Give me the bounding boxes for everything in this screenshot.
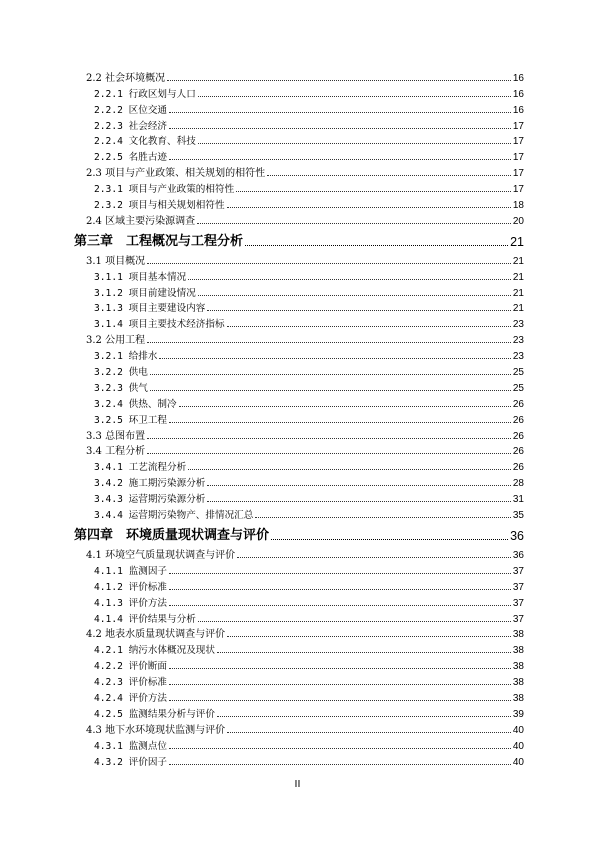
- toc-subsection-entry[interactable]: [74, 195, 524, 211]
- toc-section-entry[interactable]: [74, 163, 524, 179]
- toc-entry-title: 2.2.1 行政区划与人口: [94, 88, 196, 100]
- toc-dot-leader: [169, 668, 511, 669]
- toc-subsection-entry[interactable]: [74, 688, 524, 704]
- toc-entry-title: 3.2.5 环卫工程: [94, 414, 168, 426]
- toc-subsection-entry[interactable]: [74, 656, 524, 672]
- toc-entry-title: 4.1 环境空气质量现状调查与评价: [86, 549, 236, 561]
- toc-entry-title: 2.4 区域主要污染源调查: [86, 215, 196, 227]
- toc-dot-leader: [207, 501, 510, 502]
- toc-entry-page: 40: [512, 724, 524, 736]
- toc-entry-title: 2.3.2 项目与相关规划相符性: [94, 200, 225, 212]
- toc-entry-title: 3.2.3 供气: [94, 382, 148, 394]
- toc-entry-page: 23: [512, 335, 524, 347]
- toc-entry-title: 3.4 工程分析: [86, 446, 146, 458]
- toc-dot-leader: [169, 748, 511, 749]
- toc-entry-page: 38: [512, 629, 524, 641]
- toc-dot-leader: [169, 112, 511, 113]
- toc-entry-page: 21: [512, 271, 524, 283]
- toc-subsection-entry[interactable]: [74, 704, 524, 720]
- toc-entry-title: 4.2.5 监测结果分析与评价: [94, 708, 215, 720]
- toc-subsection-entry[interactable]: [74, 609, 524, 625]
- toc-entry-page: 37: [512, 565, 524, 577]
- toc-dot-leader: [227, 326, 511, 327]
- toc-entry-page: 17: [512, 152, 524, 164]
- toc-entry-page: 17: [512, 120, 524, 132]
- toc-dot-leader: [169, 573, 511, 574]
- toc-section-entry[interactable]: [74, 545, 524, 561]
- toc-subsection-entry[interactable]: [74, 314, 524, 330]
- toc-entry-page: 31: [512, 494, 524, 506]
- toc-entry-title: 2.2 社会环境概况: [86, 72, 166, 84]
- toc-dot-leader: [197, 223, 511, 224]
- toc-dot-leader: [179, 406, 511, 407]
- toc-entry-title: 4.2.3 评价标准: [94, 677, 168, 689]
- toc-subsection-entry[interactable]: [74, 640, 524, 656]
- toc-entry-page: 35: [512, 510, 524, 522]
- toc-dot-leader: [188, 469, 511, 470]
- toc-entry-title: 2.2.5 名胜古迹: [94, 152, 168, 164]
- toc-entry-title: 4.2.1 纳污水体概况及现状: [94, 645, 215, 657]
- toc-entry-page: 40: [512, 740, 524, 752]
- toc-dot-leader: [147, 438, 511, 439]
- toc-entry-title: 4.1.3 评价方法: [94, 597, 168, 609]
- toc-entry-page: 36: [510, 529, 524, 544]
- toc-dot-leader: [217, 716, 511, 717]
- toc-dot-leader: [147, 342, 511, 343]
- toc-subsection-entry[interactable]: [74, 346, 524, 362]
- toc-entry-title: 3.1 项目概况: [86, 255, 146, 267]
- table-of-contents: [74, 68, 524, 768]
- toc-chapter-entry[interactable]: [74, 524, 524, 543]
- toc-entry-page: 25: [512, 367, 524, 379]
- toc-subsection-entry[interactable]: [74, 362, 524, 378]
- toc-entry-page: 37: [512, 581, 524, 593]
- toc-entry-title: 4.3.2 评价因子: [94, 756, 168, 768]
- toc-entry-title: 4.2 地表水质量现状调查与评价: [86, 629, 226, 641]
- toc-dot-leader: [167, 80, 511, 81]
- toc-entry-title: 第四章 环境质量现状调查与评价: [74, 528, 270, 544]
- toc-entry-title: 4.2.4 评价方法: [94, 692, 168, 704]
- toc-entry-page: 17: [512, 136, 524, 148]
- toc-dot-leader: [169, 605, 511, 606]
- toc-dot-leader: [198, 295, 511, 296]
- toc-dot-leader: [198, 621, 511, 622]
- toc-dot-leader: [217, 652, 511, 653]
- toc-entry-title: 4.1.2 评价标准: [94, 581, 168, 593]
- toc-dot-leader: [169, 700, 511, 701]
- toc-section-entry[interactable]: [74, 68, 524, 84]
- toc-entry-title: 3.2.1 给排水: [94, 351, 158, 363]
- toc-entry-page: 26: [512, 462, 524, 474]
- toc-entry-title: 4.3.1 监测点位: [94, 740, 168, 752]
- toc-subsection-entry[interactable]: [74, 116, 524, 132]
- toc-subsection-entry[interactable]: [74, 179, 524, 195]
- toc-entry-title: 3.1.1 项目基本情况: [94, 271, 187, 283]
- toc-dot-leader: [207, 485, 510, 486]
- toc-entry-page: 40: [512, 756, 524, 768]
- toc-entry-page: 26: [512, 414, 524, 426]
- toc-entry-page: 23: [512, 351, 524, 363]
- toc-entry-title: 3.3 总图布置: [86, 430, 146, 442]
- toc-entry-page: 20: [512, 215, 524, 227]
- toc-dot-leader: [227, 732, 511, 733]
- toc-entry-page: 23: [512, 319, 524, 331]
- toc-dot-leader: [198, 143, 511, 144]
- toc-subsection-entry[interactable]: [74, 505, 524, 521]
- toc-subsection-entry[interactable]: [74, 394, 524, 410]
- toc-entry-title: 2.2.2 区位交通: [94, 104, 168, 116]
- toc-dot-leader: [227, 636, 511, 637]
- toc-entry-title: 4.1.4 评价结果与分析: [94, 613, 196, 625]
- toc-dot-leader: [188, 279, 511, 280]
- toc-entry-title: 3.4.2 施工期污染源分析: [94, 478, 206, 490]
- toc-subsection-entry[interactable]: [74, 147, 524, 163]
- toc-entry-title: 2.3 项目与产业政策、相关规划的相符性: [86, 168, 266, 180]
- toc-entry-page: 39: [512, 708, 524, 720]
- toc-section-entry[interactable]: [74, 330, 524, 346]
- toc-dot-leader: [237, 557, 511, 558]
- toc-dot-leader: [169, 589, 511, 590]
- toc-entry-title: 4.2.2 评价断面: [94, 661, 168, 673]
- toc-subsection-entry[interactable]: [74, 752, 524, 768]
- toc-entry-page: 16: [512, 88, 524, 100]
- toc-chapter-entry[interactable]: [74, 230, 524, 249]
- toc-entry-title: 2.3.1 项目与产业政策的相符性: [94, 184, 235, 196]
- toc-dot-leader: [227, 207, 511, 208]
- toc-entry-page: 26: [512, 398, 524, 410]
- toc-entry-title: 3.4.3 运营期污染源分析: [94, 494, 206, 506]
- toc-entry-page: 17: [512, 184, 524, 196]
- toc-entry-title: 3.1.2 项目前建设情况: [94, 287, 196, 299]
- toc-entry-title: 3.2.4 供热、制冷: [94, 398, 177, 410]
- toc-subsection-entry[interactable]: [74, 561, 524, 577]
- toc-entry-page: 36: [512, 549, 524, 561]
- toc-subsection-entry[interactable]: [74, 132, 524, 148]
- toc-dot-leader: [169, 422, 511, 423]
- toc-dot-leader: [150, 390, 511, 391]
- toc-subsection-entry[interactable]: [74, 577, 524, 593]
- toc-dot-leader: [236, 191, 511, 192]
- toc-section-entry[interactable]: [74, 211, 524, 227]
- toc-subsection-entry[interactable]: [74, 457, 524, 473]
- toc-entry-title: 3.1.3 项目主要建设内容: [94, 303, 206, 315]
- toc-entry-page: 21: [512, 303, 524, 315]
- toc-dot-leader: [169, 684, 511, 685]
- toc-section-entry[interactable]: [74, 426, 524, 442]
- toc-subsection-entry[interactable]: [74, 283, 524, 299]
- toc-entry-page: 26: [512, 446, 524, 458]
- toc-subsection-entry[interactable]: [74, 378, 524, 394]
- toc-entry-page: 16: [512, 104, 524, 116]
- toc-subsection-entry[interactable]: [74, 593, 524, 609]
- toc-subsection-entry[interactable]: [74, 299, 524, 315]
- toc-subsection-entry[interactable]: [74, 267, 524, 283]
- toc-subsection-entry[interactable]: [74, 672, 524, 688]
- toc-entry-title: 4.1.1 监测因子: [94, 565, 168, 577]
- toc-subsection-entry[interactable]: [74, 736, 524, 752]
- toc-entry-page: 21: [512, 287, 524, 299]
- toc-dot-leader: [198, 96, 511, 97]
- toc-subsection-entry[interactable]: [74, 473, 524, 489]
- toc-entry-page: 38: [512, 661, 524, 673]
- toc-entry-title: 2.2.4 文化教育、科技: [94, 136, 196, 148]
- toc-entry-title: 3.2.2 供电: [94, 367, 148, 379]
- toc-subsection-entry[interactable]: [74, 100, 524, 116]
- toc-entry-title: 2.2.3 社会经济: [94, 120, 168, 132]
- toc-entry-page: 17: [512, 168, 524, 180]
- toc-subsection-entry[interactable]: [74, 489, 524, 505]
- toc-subsection-entry[interactable]: [74, 84, 524, 100]
- toc-entry-page: 21: [510, 234, 524, 249]
- toc-entry-page: 25: [512, 382, 524, 394]
- toc-dot-leader: [245, 245, 508, 246]
- toc-entry-title: 3.4.1 工艺流程分析: [94, 462, 187, 474]
- toc-dot-leader: [255, 517, 511, 518]
- toc-entry-title: 3.1.4 项目主要技术经济指标: [94, 319, 225, 331]
- toc-entry-page: 37: [512, 613, 524, 625]
- toc-entry-page: 38: [512, 692, 524, 704]
- toc-dot-leader: [207, 310, 510, 311]
- toc-entry-page: 38: [512, 677, 524, 689]
- toc-entry-title: 3.4.4 运营期污染物产、排情况汇总: [94, 510, 254, 522]
- toc-entry-title: 4.3 地下水环境现状监测与评价: [86, 724, 226, 736]
- toc-dot-leader: [169, 128, 511, 129]
- toc-section-entry[interactable]: [74, 625, 524, 641]
- toc-section-entry[interactable]: [74, 251, 524, 267]
- toc-subsection-entry[interactable]: [74, 410, 524, 426]
- toc-entry-page: 18: [512, 200, 524, 212]
- toc-entry-title: 第三章 工程概况与工程分析: [74, 233, 244, 249]
- toc-dot-leader: [271, 539, 508, 540]
- toc-dot-leader: [150, 374, 511, 375]
- toc-entry-page: 16: [512, 72, 524, 84]
- toc-entry-page: 28: [512, 478, 524, 490]
- toc-dot-leader: [147, 453, 511, 454]
- toc-dot-leader: [267, 175, 511, 176]
- toc-entry-page: 26: [512, 430, 524, 442]
- toc-section-entry[interactable]: [74, 442, 524, 458]
- page-number: II: [294, 779, 301, 790]
- toc-entry-page: 21: [512, 255, 524, 267]
- toc-section-entry[interactable]: [74, 720, 524, 736]
- toc-dot-leader: [147, 263, 511, 264]
- toc-dot-leader: [169, 159, 511, 160]
- toc-dot-leader: [159, 358, 510, 359]
- toc-entry-title: 3.2 公用工程: [86, 335, 146, 347]
- toc-entry-page: 37: [512, 597, 524, 609]
- toc-dot-leader: [169, 764, 511, 765]
- toc-entry-page: 38: [512, 645, 524, 657]
